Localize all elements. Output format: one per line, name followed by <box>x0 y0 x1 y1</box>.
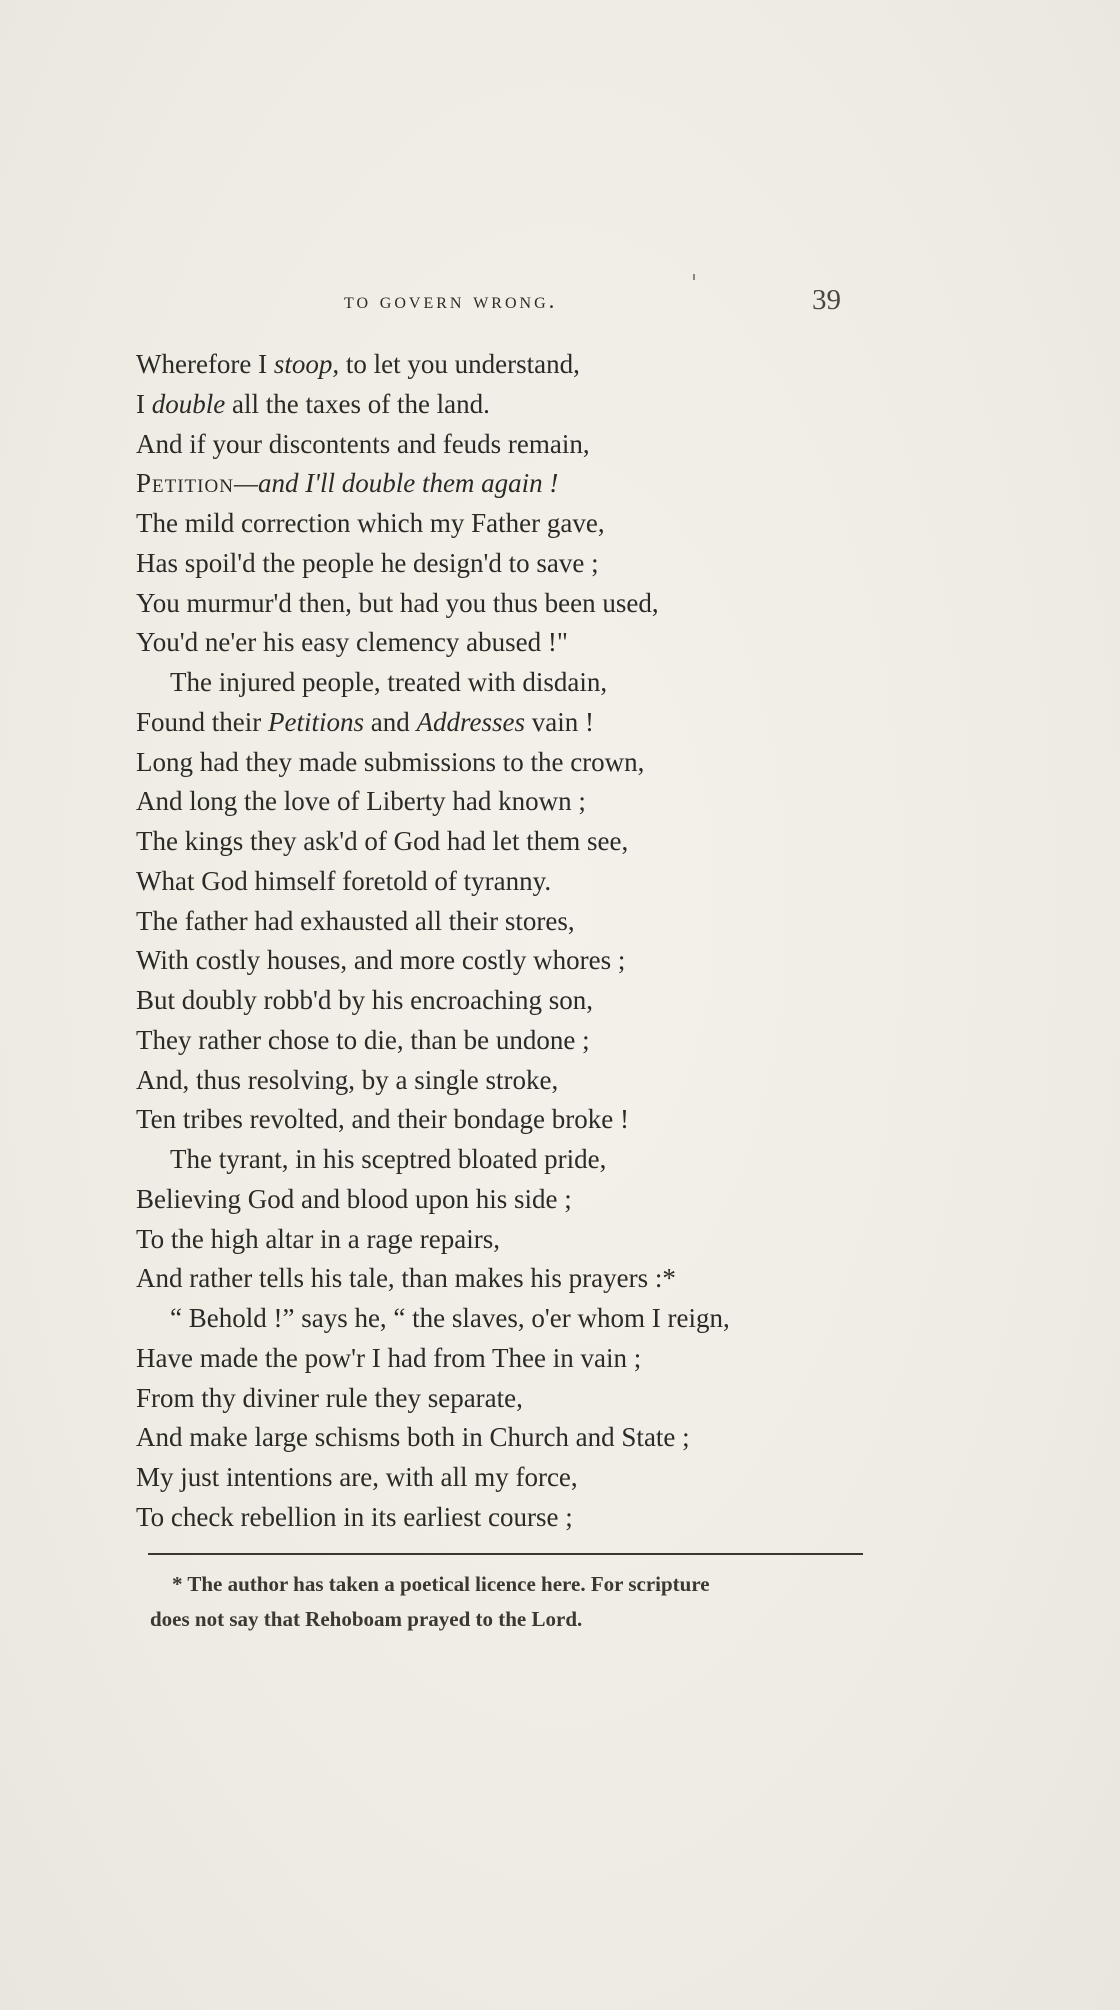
verse-line <box>136 1100 876 1140</box>
verse-text: The mild correction which my Father gave, <box>136 508 605 538</box>
verse-text: From thy diviner rule they separate, <box>136 1382 523 1413</box>
verse-text: and <box>364 706 417 737</box>
verse-line <box>136 1498 876 1538</box>
verse-line <box>136 862 876 902</box>
verse-line <box>136 345 876 385</box>
verse-line <box>136 703 876 743</box>
verse-text: Has spoil'd the people he design'd to save ; <box>136 547 599 578</box>
verse-italic-text: —and I'll double them again ! <box>233 468 559 499</box>
verse-line <box>136 1180 876 1220</box>
poem-verse <box>136 345 876 1538</box>
verse-text: And if your discontents and feuds remain, <box>136 428 590 459</box>
verse-text: You murmur'd then, but had you thus been used, <box>136 587 659 618</box>
verse-text: The injured people, treated with disdain, <box>170 667 608 697</box>
verse-line <box>136 1339 876 1379</box>
verse-line <box>136 1021 876 1061</box>
verse-text: But doubly robb'd by his encroaching son, <box>136 985 594 1015</box>
verse-italic-text: double <box>151 388 226 419</box>
verse-text: Long had they made submissions to the crown, <box>136 746 645 777</box>
verse-text: Believing God and blood upon his side ; <box>136 1183 572 1214</box>
verse-line <box>136 544 876 584</box>
verse-line <box>136 822 876 862</box>
verse-line <box>136 981 876 1021</box>
verse-text: all the taxes of the land. <box>225 388 490 419</box>
verse-text: With costly houses, and more costly whores ; <box>136 945 626 976</box>
verse-text: to let you understand, <box>339 349 580 379</box>
verse-small-caps-text: Petition <box>136 468 234 499</box>
verse-italic-text: Petitions <box>268 706 364 737</box>
verse-line <box>136 584 876 624</box>
footnote-line-1: * The author has taken a poetical licence here. For scripture <box>172 1572 710 1596</box>
verse-text: I <box>136 388 152 419</box>
verse-text: The father had exhausted all their stores, <box>136 905 575 936</box>
verse-italic-text: Addresses <box>416 706 525 737</box>
verse-line <box>136 464 876 504</box>
verse-line <box>136 504 876 544</box>
footnote <box>150 1567 870 1637</box>
verse-text: vain ! <box>524 706 594 737</box>
verse-line <box>136 1379 876 1419</box>
verse-line <box>136 1299 876 1339</box>
verse-italic-text: stoop, <box>273 349 340 379</box>
verse-line <box>136 941 876 981</box>
verse-line <box>136 425 876 465</box>
verse-text: To the high altar in a rage repairs, <box>136 1223 500 1254</box>
verse-text: And make large schisms both in Church and State ; <box>136 1422 690 1453</box>
verse-line <box>136 1140 876 1180</box>
verse-text: The kings they ask'd of God had let them see, <box>136 826 629 856</box>
verse-text: Found their <box>136 706 268 737</box>
footnote-rule <box>148 1553 863 1555</box>
verse-text: Have made the pow'r I had from Thee in vain ; <box>136 1342 642 1373</box>
verse-text: Ten tribes revolted, and their bondage broke ! <box>136 1104 629 1135</box>
verse-text: My just intentions are, with all my force, <box>136 1462 578 1492</box>
verse-text: And, thus resolving, by a single stroke, <box>136 1064 559 1095</box>
running-title: to govern wrong. <box>344 288 558 313</box>
print-speck <box>693 274 695 280</box>
verse-text: And long the love of Liberty had known ; <box>136 786 586 817</box>
verse-line <box>136 663 876 703</box>
verse-text: You'd ne'er his easy clemency abused !" <box>136 627 568 658</box>
verse-text: What God himself foretold of tyranny. <box>136 865 552 896</box>
verse-line <box>136 1458 876 1498</box>
page-number: 39 <box>812 284 841 316</box>
verse-line <box>136 902 876 942</box>
verse-line <box>136 782 876 822</box>
verse-text: And rather tells his tale, than makes his prayers :* <box>136 1263 676 1294</box>
footnote-line-2: does not say that Rehoboam prayed to the Lord. <box>150 1607 583 1631</box>
verse-line <box>136 385 876 425</box>
verse-line <box>136 1418 876 1458</box>
verse-line <box>136 1220 876 1260</box>
verse-text: Wherefore I <box>136 349 274 379</box>
verse-text: They rather chose to die, than be undone ; <box>136 1024 590 1055</box>
verse-line <box>136 743 876 783</box>
verse-text: “ Behold !” says he, “ the slaves, o'er whom I reign, <box>170 1303 730 1333</box>
verse-text: The tyrant, in his sceptred bloated pride, <box>170 1144 607 1174</box>
verse-line <box>136 623 876 663</box>
verse-line <box>136 1061 876 1101</box>
verse-line <box>136 1259 876 1299</box>
verse-text: To check rebellion in its earliest course ; <box>136 1501 573 1532</box>
